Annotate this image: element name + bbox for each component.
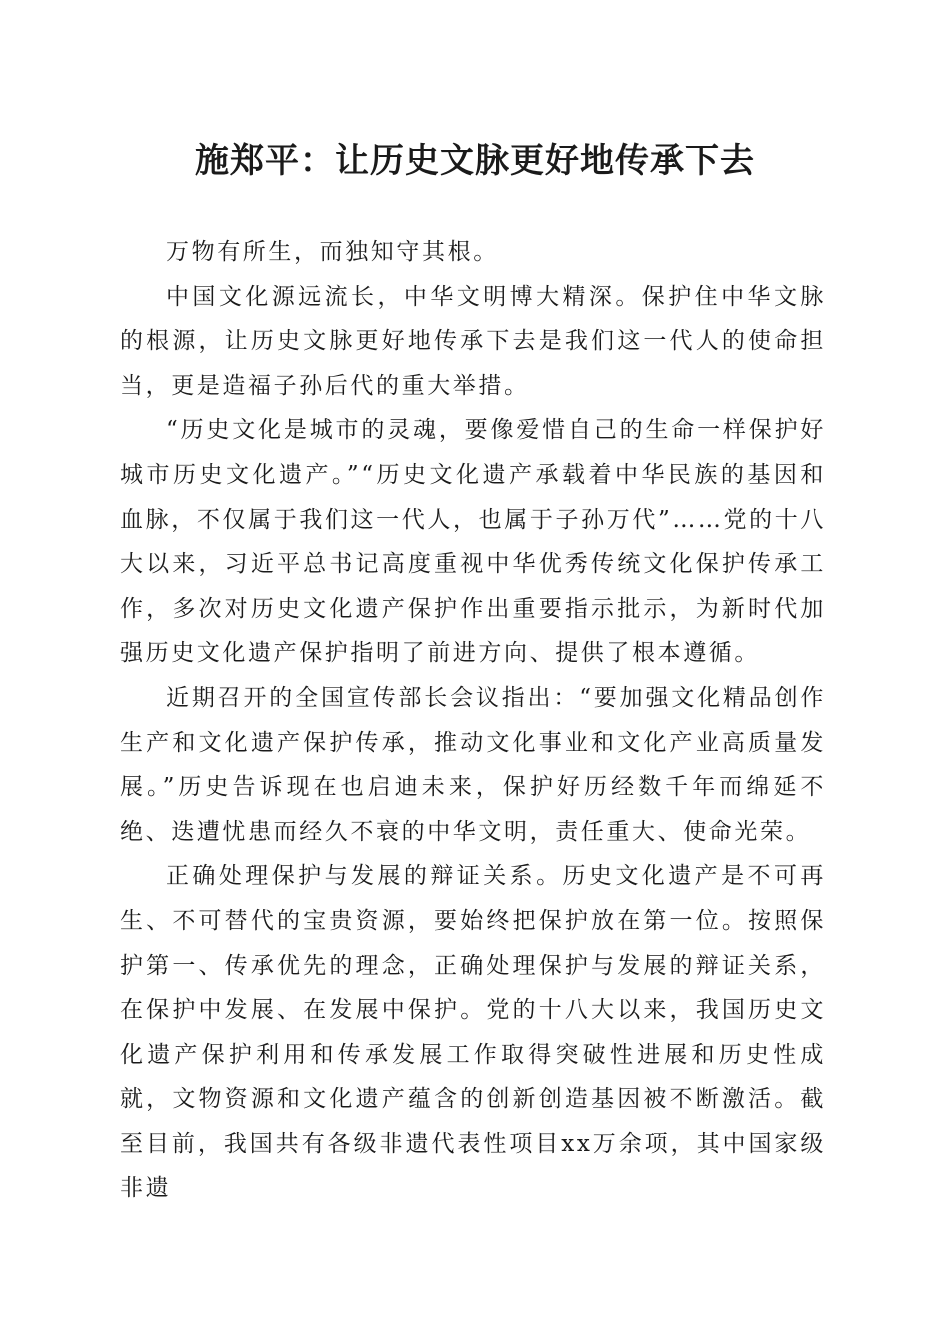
paragraph-5: 正确处理保护与发展的辩证关系。历史文化遗产是不可再生、不可替代的宝贵资源，要始终把保护放在第一位。按照保护第一、传承优先的理念，正确处理保护与发展的辩证关系，在保护中发展、在发展中保护。党的十八大以来，我国历史文化遗产保护利用和传承发展工作取得突破性进展和历史性成就，文物资源和文化遗产蕴含的创新创造基因被不断激活。截至目前，我国共有各级非遗代表性项目xx万余项，其中国家级非遗 <box>120 863 826 1202</box>
paragraph-1: 万物有所生，而独知守其根。 <box>166 239 499 265</box>
document-title: 施郑平：让历史文脉更好地传承下去 <box>195 141 755 181</box>
paragraph-3: “历史文化是城市的灵魂，要像爱惜自己的生命一样保护好城市历史文化遗产。”“历史文化遗产承载着中华民族的基因和血脉，不仅属于我们这一代人，也属于子孙万代”……党的十八大以来，习近平总书记高度重视中华优秀传统文化保护传承工作，多次对历史文化遗产保护作出重要指示批示，为新时代加强历史文化遗产保护指明了前进方向、提供了根本遵循。 <box>120 417 826 667</box>
paragraph-4: 近期召开的全国宣传部长会议指出：“要加强文化精品创作生产和文化遗产保护传承，推动文化事业和文化产业高质量发展。”历史告诉现在也启迪未来，保护好历经数千年而绵延不绝、迭遭忧患而经久不衰的中华文明，责任重大、使命光荣。 <box>120 684 826 845</box>
paragraph-2: 中国文化源远流长，中华文明博大精深。保护住中华文脉的根源，让历史文脉更好地传承下去是我们这一代人的使命担当，更是造福子孙后代的重大举措。 <box>120 283 826 399</box>
document-body <box>120 230 826 1211</box>
